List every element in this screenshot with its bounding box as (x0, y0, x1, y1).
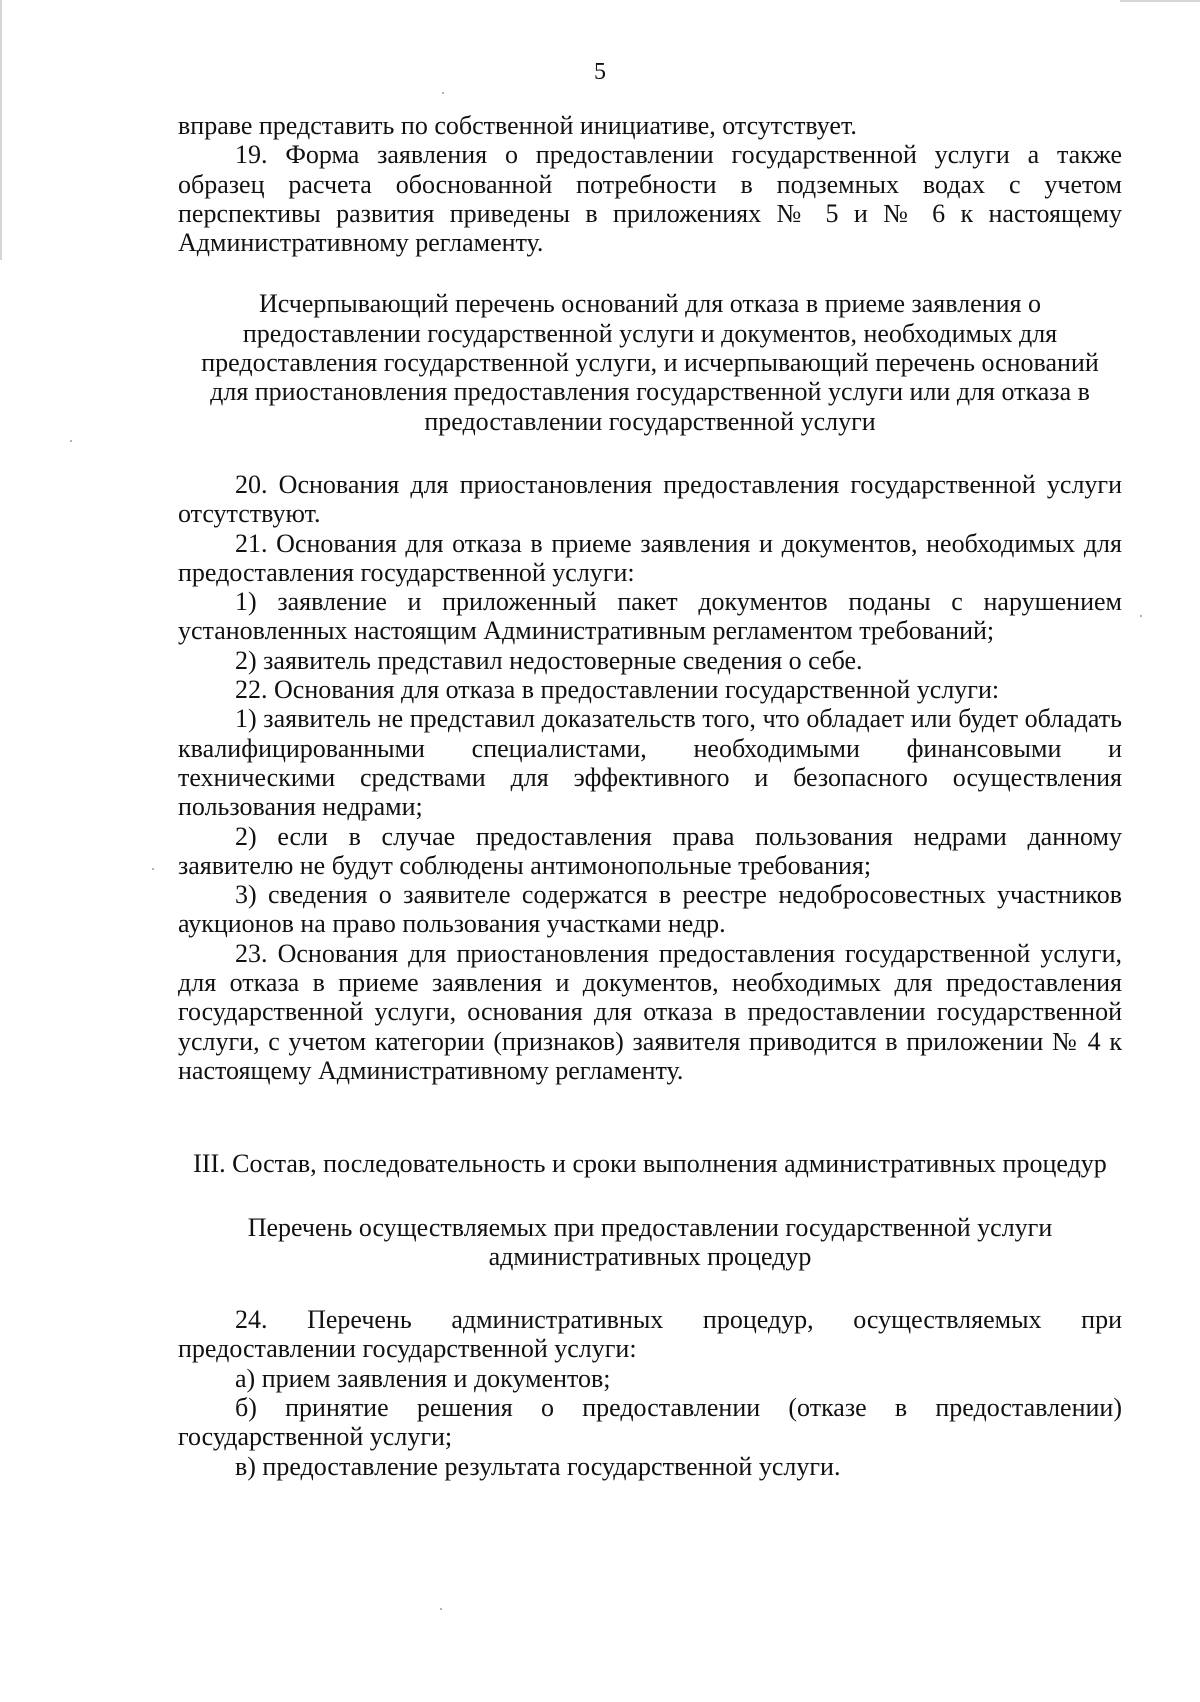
scan-speck (442, 92, 444, 94)
paragraph-21-item-1: 1) заявление и приложенный пакет документов поданы с нарушением установленных настоящим Административным регламентом требований; (178, 587, 1122, 646)
paragraph-24-item-b: б) принятие решения о предоставлении (отказе в предоставлении) государственной услуги; (178, 1392, 1122, 1452)
chapter-heading-iii: III. Состав, последовательность и сроки выполнения административных процедур (193, 1149, 1107, 1179)
spacer (178, 436, 1122, 470)
paragraph-19: 19. Форма заявления о предоставлении государственной услуги а также образец расчета обоснованной потребности в подземных водах с учетом перспективы развития приведены в приложениях № 5 и № 6 к настоящему Административному регламенту. (178, 140, 1122, 258)
paragraph-continuation: вправе представить по собственной инициативе, отсутствует. (178, 111, 857, 140)
spacer (178, 1271, 1122, 1305)
paragraph-22-item-2: 2) если в случае предоставления права пользования недрами данному заявителю не будут соблюдены антимонопольные требования; (178, 821, 1122, 880)
page-number: 5 (594, 59, 606, 85)
paragraph-24-item-a: а) прием заявления и документов; (235, 1363, 611, 1393)
document-body (178, 111, 1122, 1481)
scan-speck (1140, 615, 1142, 617)
spacer (178, 1179, 1122, 1213)
scan-speck (440, 1608, 442, 1610)
paragraph-22-item-3: 3) сведения о заявителе содержатся в реестре недобросовестных участников аукционов на право пользования участками недр. (178, 880, 1122, 939)
scan-edge-left (0, 0, 2, 260)
scan-speck (70, 440, 72, 442)
section-heading-refusal-grounds: Исчерпывающий перечень оснований для отказа в приеме заявления о предоставлении государственной услуги и документов, необходимых для предоставления государственной услуги, и исчерпывающий перечень оснований для приостановления предоставления государственной услуги или для отказа в предоставлении государственной услуги (201, 289, 1099, 436)
paragraph-24-item-c: в) предоставление результата государственной услуги. (235, 1451, 841, 1481)
spacer (178, 257, 1122, 289)
paragraph-24: 24. Перечень административных процедур, осуществляемых при предоставлении государственной услуги: (178, 1305, 1122, 1364)
spacer (178, 1085, 1122, 1149)
paragraph-22-item-1: 1) заявитель не представил доказательств того, что обладает или будет обладать квалифицированными специалистами, необходимыми финансовыми и техническими средствами для эффективного и безопасного осуществления пользования недрами; (178, 704, 1122, 822)
paragraph-22: 22. Основания для отказа в предоставлении государственной услуги: (235, 675, 1000, 705)
section-heading-procedures-list: Перечень осуществляемых при предоставлении государственной услуги административных процедур (247, 1212, 1053, 1271)
scan-speck (152, 868, 154, 870)
scan-edge-top (1120, 0, 1200, 2)
paragraph-21-item-2: 2) заявитель представил недостоверные сведения о себе. (235, 645, 863, 675)
paragraph-21: 21. Основания для отказа в приеме заявления и документов, необходимых для предоставления государственной услуги: (178, 528, 1122, 587)
paragraph-23: 23. Основания для приостановления предоставления государственной услуги, для отказа в приеме заявления и документов, необходимых для предоставления государственной услуги, основания для отказа в предоставлении государственной услуги, с учетом категории (признаков) заявителя приводится в приложении № 4 к настоящему Административному регламенту. (178, 938, 1122, 1085)
paragraph-20: 20. Основания для приостановления предоставления государственной услуги отсутствуют. (178, 469, 1122, 529)
